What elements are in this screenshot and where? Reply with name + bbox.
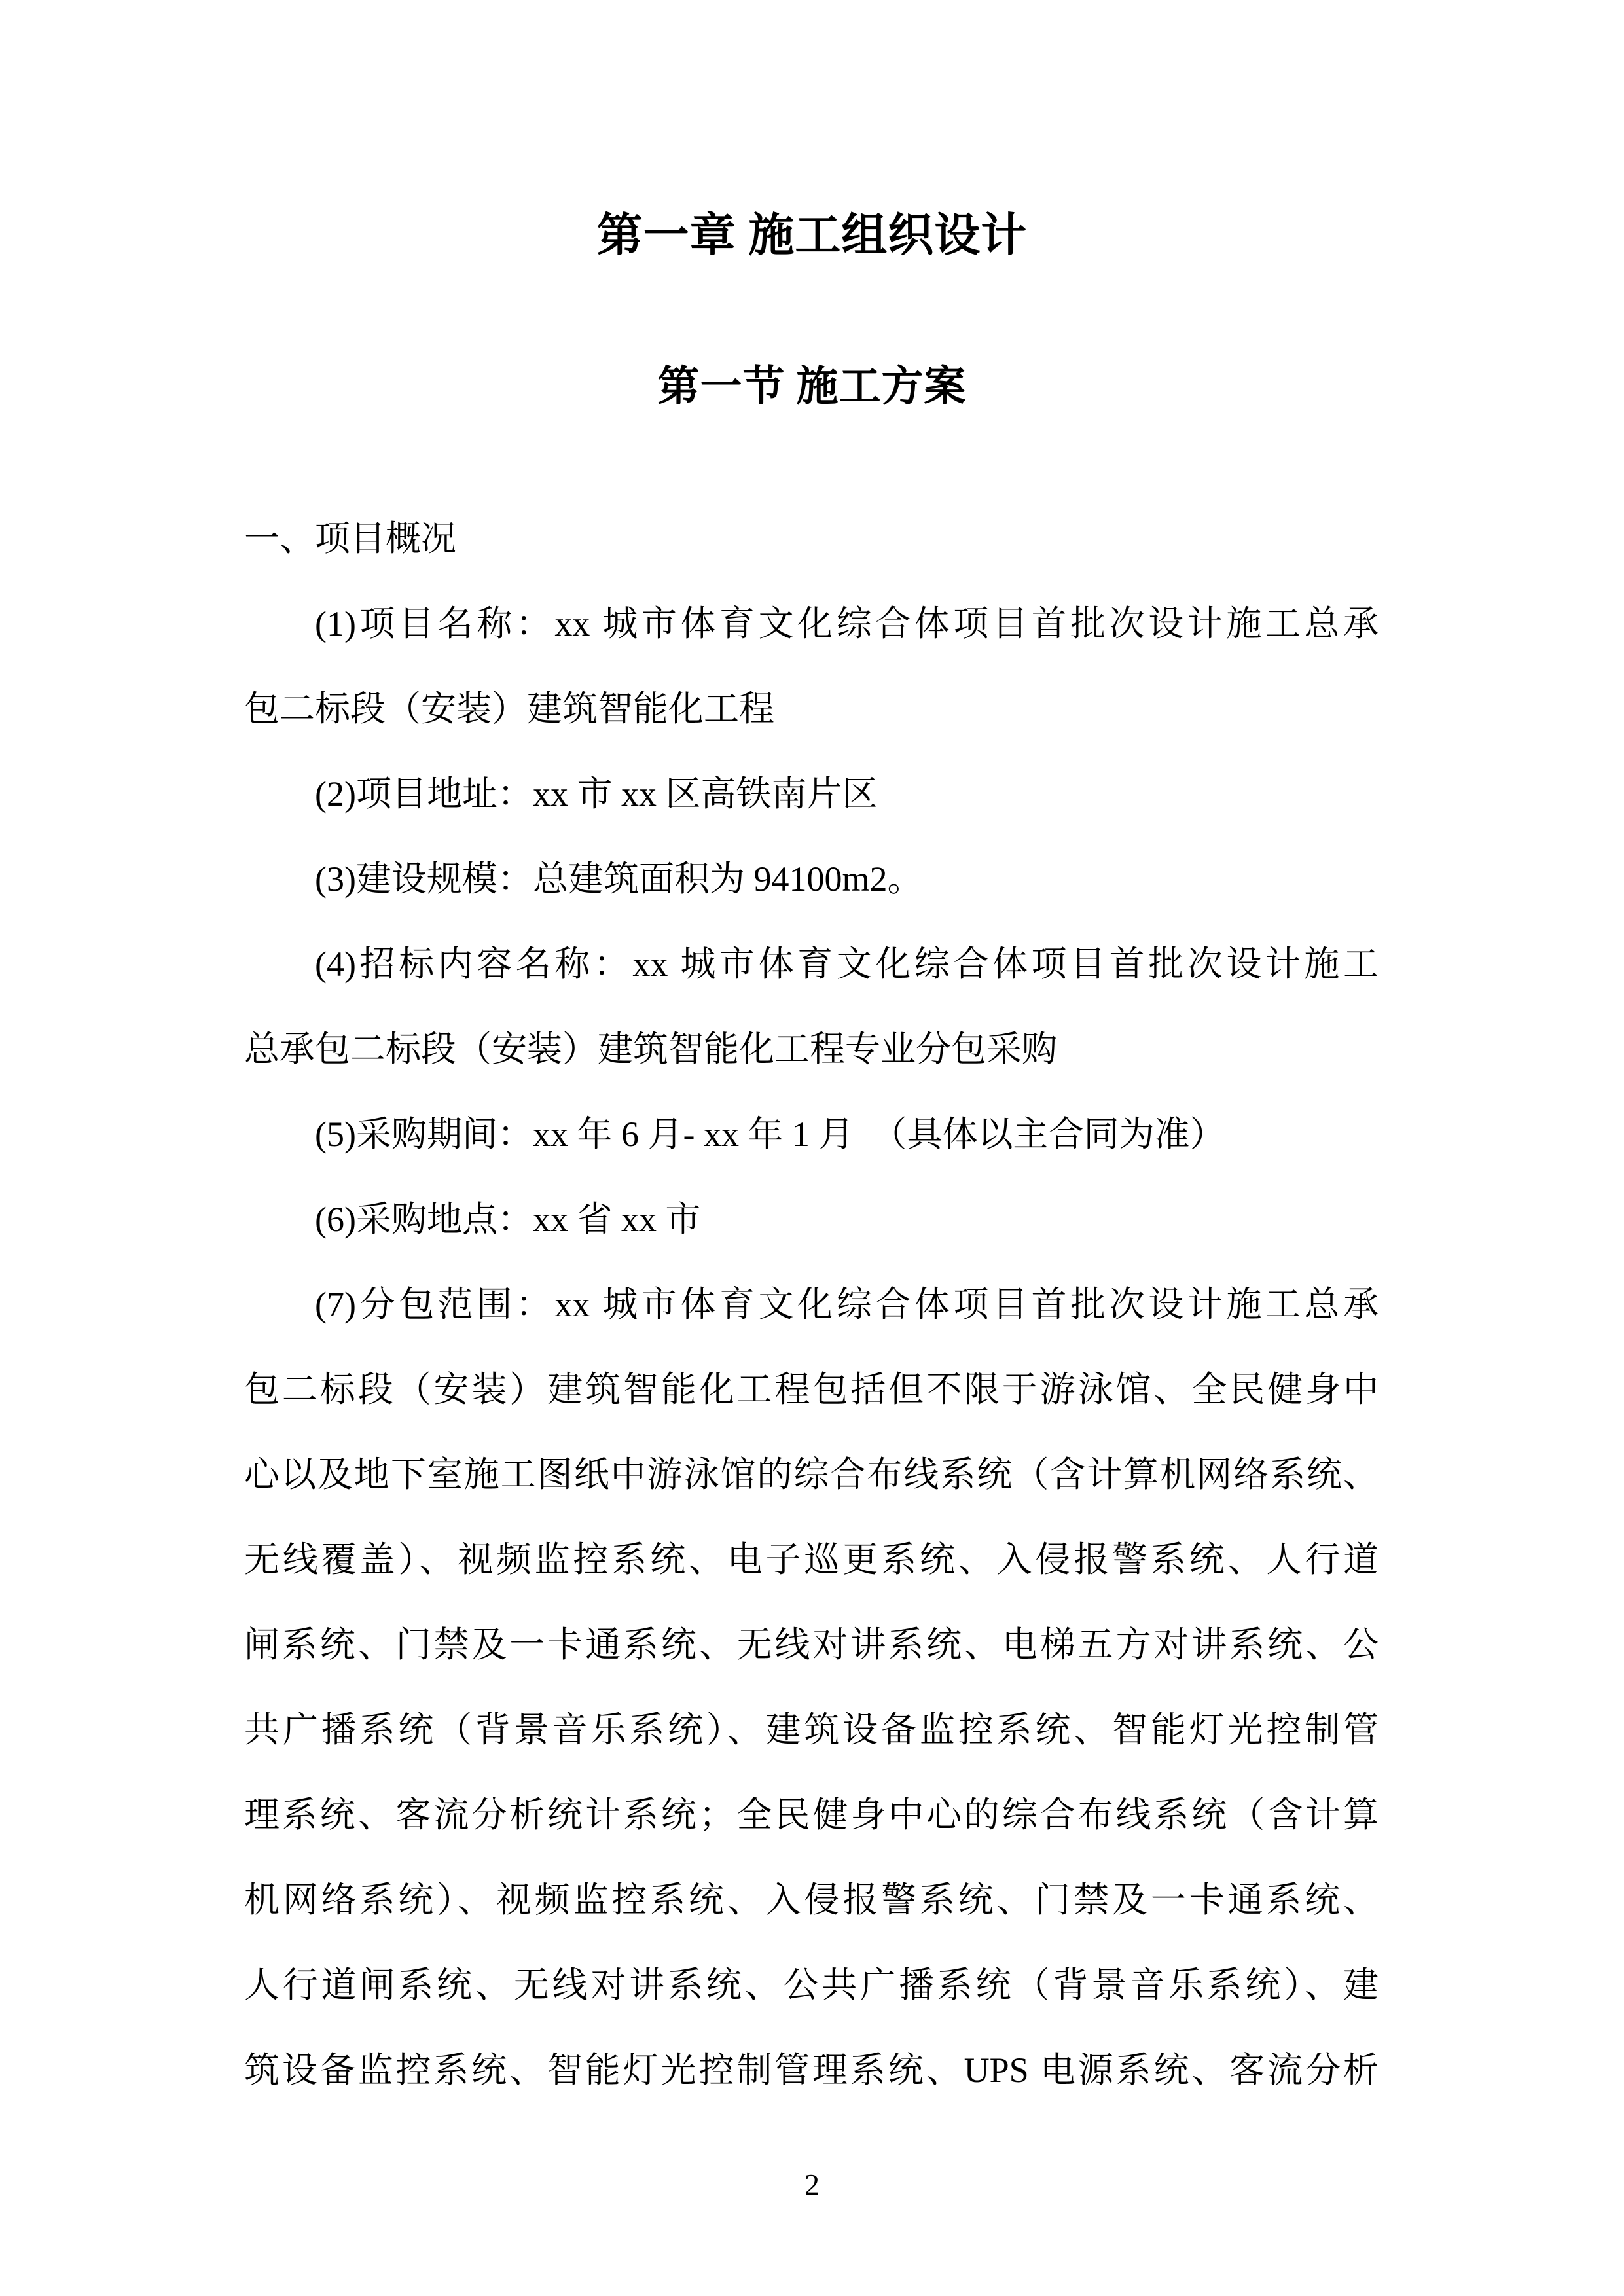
text-line: (6)采购地点：xx 省 xx 市 (315, 1200, 701, 1239)
text-line: 共广播系统（背景音乐系统）、建筑设备监控系统、智能灯光控制管 (244, 1710, 1379, 1749)
text-line-heading: 一、项目概况 (244, 519, 456, 558)
text-line: 包二标段（安装）建筑智能化工程 (244, 689, 774, 728)
page-number: 2 (804, 2168, 820, 2201)
text-line: 心以及地下室施工图纸中游泳馆的综合布线系统（含计算机网络系统、 (244, 1455, 1379, 1494)
text-line: (7)分包范围：xx 城市体育文化综合体项目首批次设计施工总承 (315, 1285, 1379, 1324)
text-line: (5)采购期间：xx 年 6 月- xx 年 1 月 （具体以主合同为准） (315, 1115, 1225, 1154)
text-line: (2)项目地址：xx 市 xx 区高铁南片区 (315, 774, 878, 814)
section-title: 第一节 施工方案 (657, 363, 967, 410)
text-line: 包二标段（安装）建筑智能化工程包括但不限于游泳馆、全民健身中 (244, 1370, 1379, 1409)
text-line: 闸系统、门禁及一卡通系统、无线对讲系统、电梯五方对讲系统、公 (244, 1625, 1379, 1664)
text-line: (1)项目名称：xx 城市体育文化综合体项目首批次设计施工总承 (315, 604, 1379, 643)
text-line: (3)建设规模：总建筑面积为 94100m2。 (315, 859, 923, 899)
text-line: 总承包二标段（安装）建筑智能化工程专业分包采购 (244, 1030, 1057, 1069)
text-line: 人行道闸系统、无线对讲系统、公共广播系统（背景音乐系统）、建 (244, 1965, 1379, 2005)
text-line: (4)招标内容名称：xx 城市体育文化综合体项目首批次设计施工 (315, 944, 1379, 984)
chapter-title: 第一章 施工组织设计 (596, 211, 1028, 261)
text-line: 筑设备监控系统、智能灯光控制管理系统、UPS 电源系统、客流分析 (244, 2051, 1379, 2090)
text-line: 机网络系统）、视频监控系统、入侵报警系统、门禁及一卡通系统、 (244, 1880, 1379, 1920)
document-body (244, 496, 1379, 2113)
text-line: 无线覆盖）、视频监控系统、电子巡更系统、入侵报警系统、人行道 (244, 1540, 1379, 1579)
text-line: 理系统、客流分析统计系统；全民健身中心的综合布线系统（含计算 (244, 1795, 1379, 1835)
